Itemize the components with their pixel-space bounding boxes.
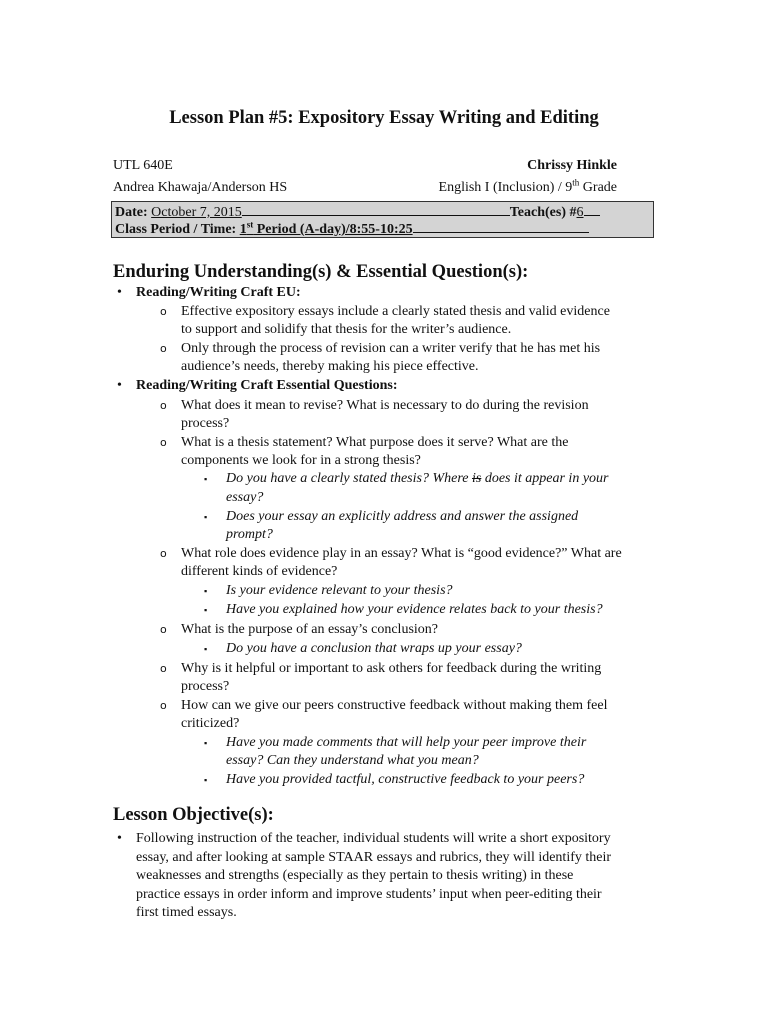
sub-bullet-icon: o — [160, 342, 167, 355]
eu-label: Reading/Writing Craft EU: — [136, 285, 301, 300]
bullet-icon: • — [117, 378, 122, 393]
period-value: 1st Period (A-day)/8:55-10:25 — [239, 219, 413, 237]
objective-line-4: practice essays in order inform and improve students’ input when peer-editing their — [136, 887, 602, 902]
class-grade: English I (Inclusion) / 9th Grade — [438, 177, 617, 195]
eu-item-1-line-1: Effective expository essays include a clearly stated thesis and valid evidence — [181, 304, 610, 319]
sub-bullet-icon: o — [160, 699, 167, 712]
question-1-line-1: What does it mean to revise? What is necessary to do during the revision — [181, 398, 589, 413]
course-code: UTL 640E — [113, 158, 173, 173]
square-bullet-icon: ▪ — [204, 586, 208, 596]
document-title: Lesson Plan #5: Expository Essay Writing and Editing — [169, 108, 599, 128]
square-bullet-icon: ▪ — [204, 738, 208, 748]
question-3-line-2: different kinds of evidence? — [181, 564, 338, 579]
school-name: Andrea Khawaja/Anderson HS — [113, 180, 288, 195]
square-bullet-icon: ▪ — [204, 474, 208, 484]
objective-line-3: weaknesses and strengths (especially as they pertain to thesis writing) in these — [136, 868, 574, 883]
date-fill-line — [242, 203, 510, 216]
period-label: Class Period / Time: — [115, 222, 237, 237]
question-2-sub-2-line-2: prompt? — [226, 527, 273, 542]
date-label: Date: — [115, 205, 148, 220]
question-6-sub-1-line-1: Have you made comments that will help your peer improve their — [226, 735, 587, 750]
bullet-icon: • — [117, 831, 122, 846]
question-4-sub-1: Do you have a conclusion that wraps up your essay? — [226, 641, 522, 656]
question-2-line-2: components we look for in a strong thesis? — [181, 453, 421, 468]
eu-item-2-line-2: audience’s needs, thereby making his piece effective. — [181, 359, 479, 374]
eu-item-2-line-1: Only through the process of revision can a writer verify that he has met his — [181, 341, 601, 356]
question-4: What is the purpose of an essay’s conclusion? — [181, 622, 438, 637]
objective-line-5: first timed essays. — [136, 905, 237, 920]
question-6-line-1: How can we give our peers constructive feedback without making them feel — [181, 698, 608, 713]
sub-bullet-icon: o — [160, 662, 167, 675]
question-3-sub-1: Is your evidence relevant to your thesis? — [226, 583, 453, 598]
objectives-heading: Lesson Objective(s): — [113, 805, 274, 825]
question-6-sub-1-line-2: essay? Can they understand what you mean? — [226, 753, 479, 768]
eq-label: Reading/Writing Craft Essential Questions: — [136, 378, 398, 393]
square-bullet-icon: ▪ — [204, 644, 208, 654]
question-2-line-1: What is a thesis statement? What purpose does it serve? What are the — [181, 435, 569, 450]
sub-bullet-icon: o — [160, 399, 167, 412]
teach-fill-line — [584, 203, 600, 216]
objective-line-2: essay, and after looking at sample STAAR essays and rubrics, they will identify their — [136, 850, 612, 865]
sub-bullet-icon: o — [160, 305, 167, 318]
objective-line-1: Following instruction of the teacher, individual students will write a short expository — [136, 831, 611, 846]
period-line — [115, 220, 589, 238]
question-6-sub-2: Have you provided tactful, constructive feedback to your peers? — [226, 772, 585, 787]
question-3-line-1: What role does evidence play in an essay? What is “good evidence?” What are — [181, 546, 622, 561]
sub-bullet-icon: o — [160, 623, 167, 636]
question-5-line-2: process? — [181, 679, 230, 694]
teach-label: Teach(es) # — [509, 205, 577, 220]
date-value: October 7, 2015 — [151, 205, 242, 220]
instructor-name: Chrissy Hinkle — [527, 158, 617, 173]
square-bullet-icon: ▪ — [204, 512, 208, 522]
sub-bullet-icon: o — [160, 436, 167, 449]
date-line — [115, 203, 600, 221]
enduring-heading: Enduring Understanding(s) & Essential Question(s): — [113, 262, 529, 282]
question-2-sub-2-line-1: Does your essay an explicitly address and answer the assigned — [226, 509, 579, 524]
square-bullet-icon: ▪ — [204, 605, 208, 615]
question-3-sub-2: Have you explained how your evidence relates back to your thesis? — [226, 602, 603, 617]
question-6-line-2: criticized? — [181, 716, 240, 731]
question-1-line-2: process? — [181, 416, 230, 431]
bullet-icon: • — [117, 285, 122, 300]
question-5-line-1: Why is it helpful or important to ask others for feedback during the writing — [181, 661, 602, 676]
question-2-sub-1-line-1: Do you have a clearly stated thesis? Where is does it appear in your — [226, 471, 609, 486]
period-fill-line — [413, 220, 589, 233]
question-2-sub-1-line-2: essay? — [226, 490, 264, 505]
teach-value: 6 — [576, 205, 584, 220]
eu-item-1-line-2: to support and solidify that thesis for the writer’s audience. — [181, 322, 512, 337]
info-box — [111, 201, 654, 238]
sub-bullet-icon: o — [160, 547, 167, 560]
square-bullet-icon: ▪ — [204, 775, 208, 785]
